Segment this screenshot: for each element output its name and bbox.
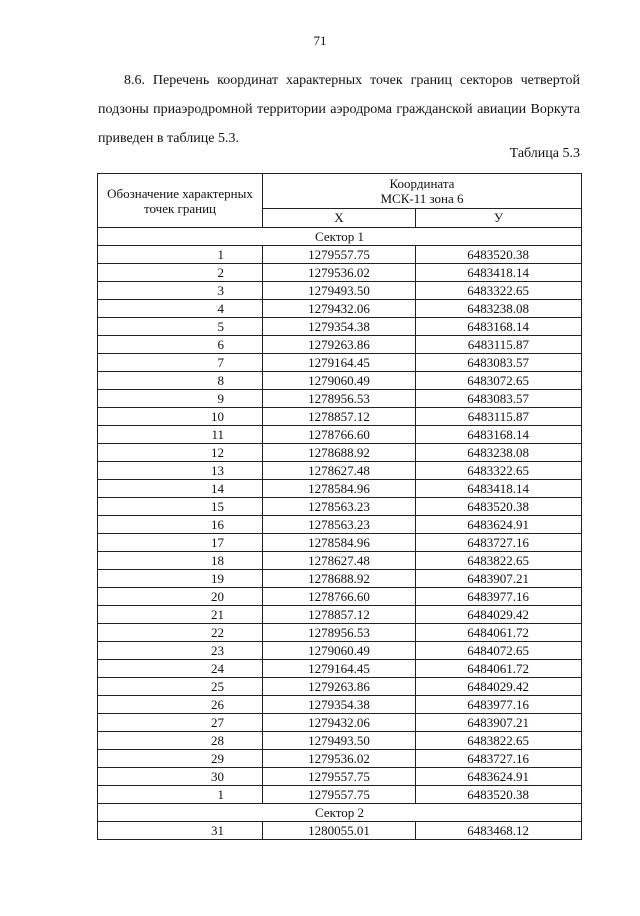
table-row bbox=[98, 678, 582, 696]
point-number-cell: 7 bbox=[98, 354, 263, 372]
y-coordinate-cell: 6483727.16 bbox=[416, 534, 582, 552]
y-coordinate-cell: 6483977.16 bbox=[416, 696, 582, 714]
sector-title: Сектор 2 bbox=[98, 804, 582, 822]
point-number-cell: 25 bbox=[98, 678, 263, 696]
point-number-cell: 1 bbox=[98, 246, 263, 264]
y-coordinate-cell: 6483520.38 bbox=[416, 786, 582, 804]
y-coordinate-cell: 6483520.38 bbox=[416, 246, 582, 264]
table-header bbox=[98, 174, 582, 228]
sector-row bbox=[98, 804, 582, 822]
x-coordinate-cell: 1278688.92 bbox=[263, 570, 416, 588]
point-number-cell: 27 bbox=[98, 714, 263, 732]
point-number-cell: 11 bbox=[98, 426, 263, 444]
table-row bbox=[98, 768, 582, 786]
coordinate-column-header bbox=[263, 174, 582, 209]
point-number-cell: 24 bbox=[98, 660, 263, 678]
x-coordinate-cell: 1279493.50 bbox=[263, 732, 416, 750]
x-coordinate-cell: 1278627.48 bbox=[263, 552, 416, 570]
point-number-cell: 15 bbox=[98, 498, 263, 516]
point-number-cell: 19 bbox=[98, 570, 263, 588]
x-coordinate-cell: 1278563.23 bbox=[263, 498, 416, 516]
x-coordinate-cell: 1278766.60 bbox=[263, 426, 416, 444]
table-row bbox=[98, 606, 582, 624]
x-coordinate-cell: 1279432.06 bbox=[263, 714, 416, 732]
table-row bbox=[98, 588, 582, 606]
y-coordinate-cell: 6483468.12 bbox=[416, 822, 582, 840]
point-number-cell: 1 bbox=[98, 786, 263, 804]
x-coordinate-cell: 1278584.96 bbox=[263, 534, 416, 552]
x-coordinate-cell: 1278956.53 bbox=[263, 390, 416, 408]
x-coordinate-cell: 1279557.75 bbox=[263, 246, 416, 264]
point-number-cell: 5 bbox=[98, 318, 263, 336]
y-coordinate-cell: 6484061.72 bbox=[416, 624, 582, 642]
table-row bbox=[98, 336, 582, 354]
y-coordinate-cell: 6483072.65 bbox=[416, 372, 582, 390]
x-coordinate-cell: 1279493.50 bbox=[263, 282, 416, 300]
y-coordinate-cell: 6483418.14 bbox=[416, 480, 582, 498]
x-coordinate-cell: 1278584.96 bbox=[263, 480, 416, 498]
point-number-cell: 23 bbox=[98, 642, 263, 660]
table-row bbox=[98, 786, 582, 804]
x-coordinate-cell: 1279060.49 bbox=[263, 642, 416, 660]
x-coordinate-cell: 1279557.75 bbox=[263, 786, 416, 804]
point-number-cell: 30 bbox=[98, 768, 263, 786]
table-row bbox=[98, 354, 582, 372]
y-coordinate-cell: 6483083.57 bbox=[416, 390, 582, 408]
coordinate-label: Координата bbox=[389, 175, 455, 191]
x-coordinate-cell: 1278766.60 bbox=[263, 588, 416, 606]
coordinates-table bbox=[97, 173, 582, 840]
x-coordinate-cell: 1279432.06 bbox=[263, 300, 416, 318]
point-number-cell: 12 bbox=[98, 444, 263, 462]
x-coordinate-cell: 1278563.23 bbox=[263, 516, 416, 534]
y-coordinate-cell: 6483238.08 bbox=[416, 300, 582, 318]
x-coordinate-cell: 1280055.01 bbox=[263, 822, 416, 840]
y-coordinate-cell: 6483822.65 bbox=[416, 552, 582, 570]
table-row bbox=[98, 822, 582, 840]
point-number-cell: 6 bbox=[98, 336, 263, 354]
table-row bbox=[98, 264, 582, 282]
table-row bbox=[98, 408, 582, 426]
point-number-cell: 3 bbox=[98, 282, 263, 300]
point-number-cell: 31 bbox=[98, 822, 263, 840]
table-row bbox=[98, 246, 582, 264]
table-row bbox=[98, 732, 582, 750]
point-number-cell: 18 bbox=[98, 552, 263, 570]
table-row bbox=[98, 714, 582, 732]
y-coordinate-cell: 6484072.65 bbox=[416, 642, 582, 660]
table-row bbox=[98, 534, 582, 552]
point-number-cell: 16 bbox=[98, 516, 263, 534]
y-coordinate-cell: 6483418.14 bbox=[416, 264, 582, 282]
point-number-cell: 26 bbox=[98, 696, 263, 714]
x-coordinate-cell: 1279164.45 bbox=[263, 660, 416, 678]
y-coordinate-cell: 6483727.16 bbox=[416, 750, 582, 768]
y-column-header: У bbox=[416, 208, 582, 227]
table-body bbox=[98, 228, 582, 840]
y-coordinate-cell: 6483115.87 bbox=[416, 336, 582, 354]
table-row bbox=[98, 480, 582, 498]
y-coordinate-cell: 6483322.65 bbox=[416, 282, 582, 300]
table-row bbox=[98, 642, 582, 660]
y-coordinate-cell: 6483907.21 bbox=[416, 714, 582, 732]
y-coordinate-cell: 6483624.91 bbox=[416, 768, 582, 786]
table-caption: Таблица 5.3 bbox=[509, 146, 580, 161]
y-coordinate-cell: 6483520.38 bbox=[416, 498, 582, 516]
y-coordinate-cell: 6483907.21 bbox=[416, 570, 582, 588]
point-number-cell: 9 bbox=[98, 390, 263, 408]
table-row bbox=[98, 552, 582, 570]
table-row bbox=[98, 444, 582, 462]
point-number-cell: 8 bbox=[98, 372, 263, 390]
points-column-header: Обозначение характерных точек границ bbox=[98, 174, 263, 228]
x-coordinate-cell: 1279263.86 bbox=[263, 678, 416, 696]
y-coordinate-cell: 6483624.91 bbox=[416, 516, 582, 534]
y-coordinate-cell: 6483238.08 bbox=[416, 444, 582, 462]
point-number-cell: 17 bbox=[98, 534, 263, 552]
x-coordinate-cell: 1279557.75 bbox=[263, 768, 416, 786]
table-row bbox=[98, 660, 582, 678]
sector-row bbox=[98, 228, 582, 246]
point-number-cell: 20 bbox=[98, 588, 263, 606]
x-coordinate-cell: 1279536.02 bbox=[263, 264, 416, 282]
point-number-cell: 29 bbox=[98, 750, 263, 768]
table-row bbox=[98, 498, 582, 516]
table-row bbox=[98, 570, 582, 588]
table-row bbox=[98, 300, 582, 318]
x-coordinate-cell: 1278956.53 bbox=[263, 624, 416, 642]
point-number-cell: 13 bbox=[98, 462, 263, 480]
y-coordinate-cell: 6483115.87 bbox=[416, 408, 582, 426]
x-coordinate-cell: 1278627.48 bbox=[263, 462, 416, 480]
y-coordinate-cell: 6484029.42 bbox=[416, 606, 582, 624]
table-row bbox=[98, 372, 582, 390]
x-coordinate-cell: 1279354.38 bbox=[263, 696, 416, 714]
table-row bbox=[98, 462, 582, 480]
y-coordinate-cell: 6484061.72 bbox=[416, 660, 582, 678]
x-coordinate-cell: 1278857.12 bbox=[263, 606, 416, 624]
x-coordinate-cell: 1279536.02 bbox=[263, 750, 416, 768]
table-row bbox=[98, 318, 582, 336]
point-number-cell: 10 bbox=[98, 408, 263, 426]
x-coordinate-cell: 1278857.12 bbox=[263, 408, 416, 426]
y-coordinate-cell: 6483822.65 bbox=[416, 732, 582, 750]
y-coordinate-cell: 6484029.42 bbox=[416, 678, 582, 696]
sector-title: Сектор 1 bbox=[98, 228, 582, 246]
y-coordinate-cell: 6483168.14 bbox=[416, 426, 582, 444]
table-row bbox=[98, 426, 582, 444]
point-number-cell: 2 bbox=[98, 264, 263, 282]
table-row bbox=[98, 516, 582, 534]
x-coordinate-cell: 1279060.49 bbox=[263, 372, 416, 390]
y-coordinate-cell: 6483977.16 bbox=[416, 588, 582, 606]
table-row bbox=[98, 282, 582, 300]
x-column-header: X bbox=[263, 208, 416, 227]
point-number-cell: 14 bbox=[98, 480, 263, 498]
table-row bbox=[98, 696, 582, 714]
y-coordinate-cell: 6483083.57 bbox=[416, 354, 582, 372]
page-number: 71 bbox=[313, 33, 327, 48]
y-coordinate-cell: 6483168.14 bbox=[416, 318, 582, 336]
intro-paragraph: 8.6. Перечень координат характерных точек границ секторов четвертой подзоны приаэродромной территории аэродрома гражданской авиации Воркута приведен в таблице 5.3. bbox=[98, 73, 580, 146]
table-row bbox=[98, 750, 582, 768]
x-coordinate-cell: 1278688.92 bbox=[263, 444, 416, 462]
point-number-cell: 21 bbox=[98, 606, 263, 624]
x-coordinate-cell: 1279164.45 bbox=[263, 354, 416, 372]
table-row bbox=[98, 624, 582, 642]
y-coordinate-cell: 6483322.65 bbox=[416, 462, 582, 480]
point-number-cell: 22 bbox=[98, 624, 263, 642]
x-coordinate-cell: 1279263.86 bbox=[263, 336, 416, 354]
x-coordinate-cell: 1279354.38 bbox=[263, 318, 416, 336]
point-number-cell: 4 bbox=[98, 300, 263, 318]
coordinate-system-label: МСК-11 зона 6 bbox=[380, 190, 464, 206]
point-number-cell: 28 bbox=[98, 732, 263, 750]
table-row bbox=[98, 390, 582, 408]
